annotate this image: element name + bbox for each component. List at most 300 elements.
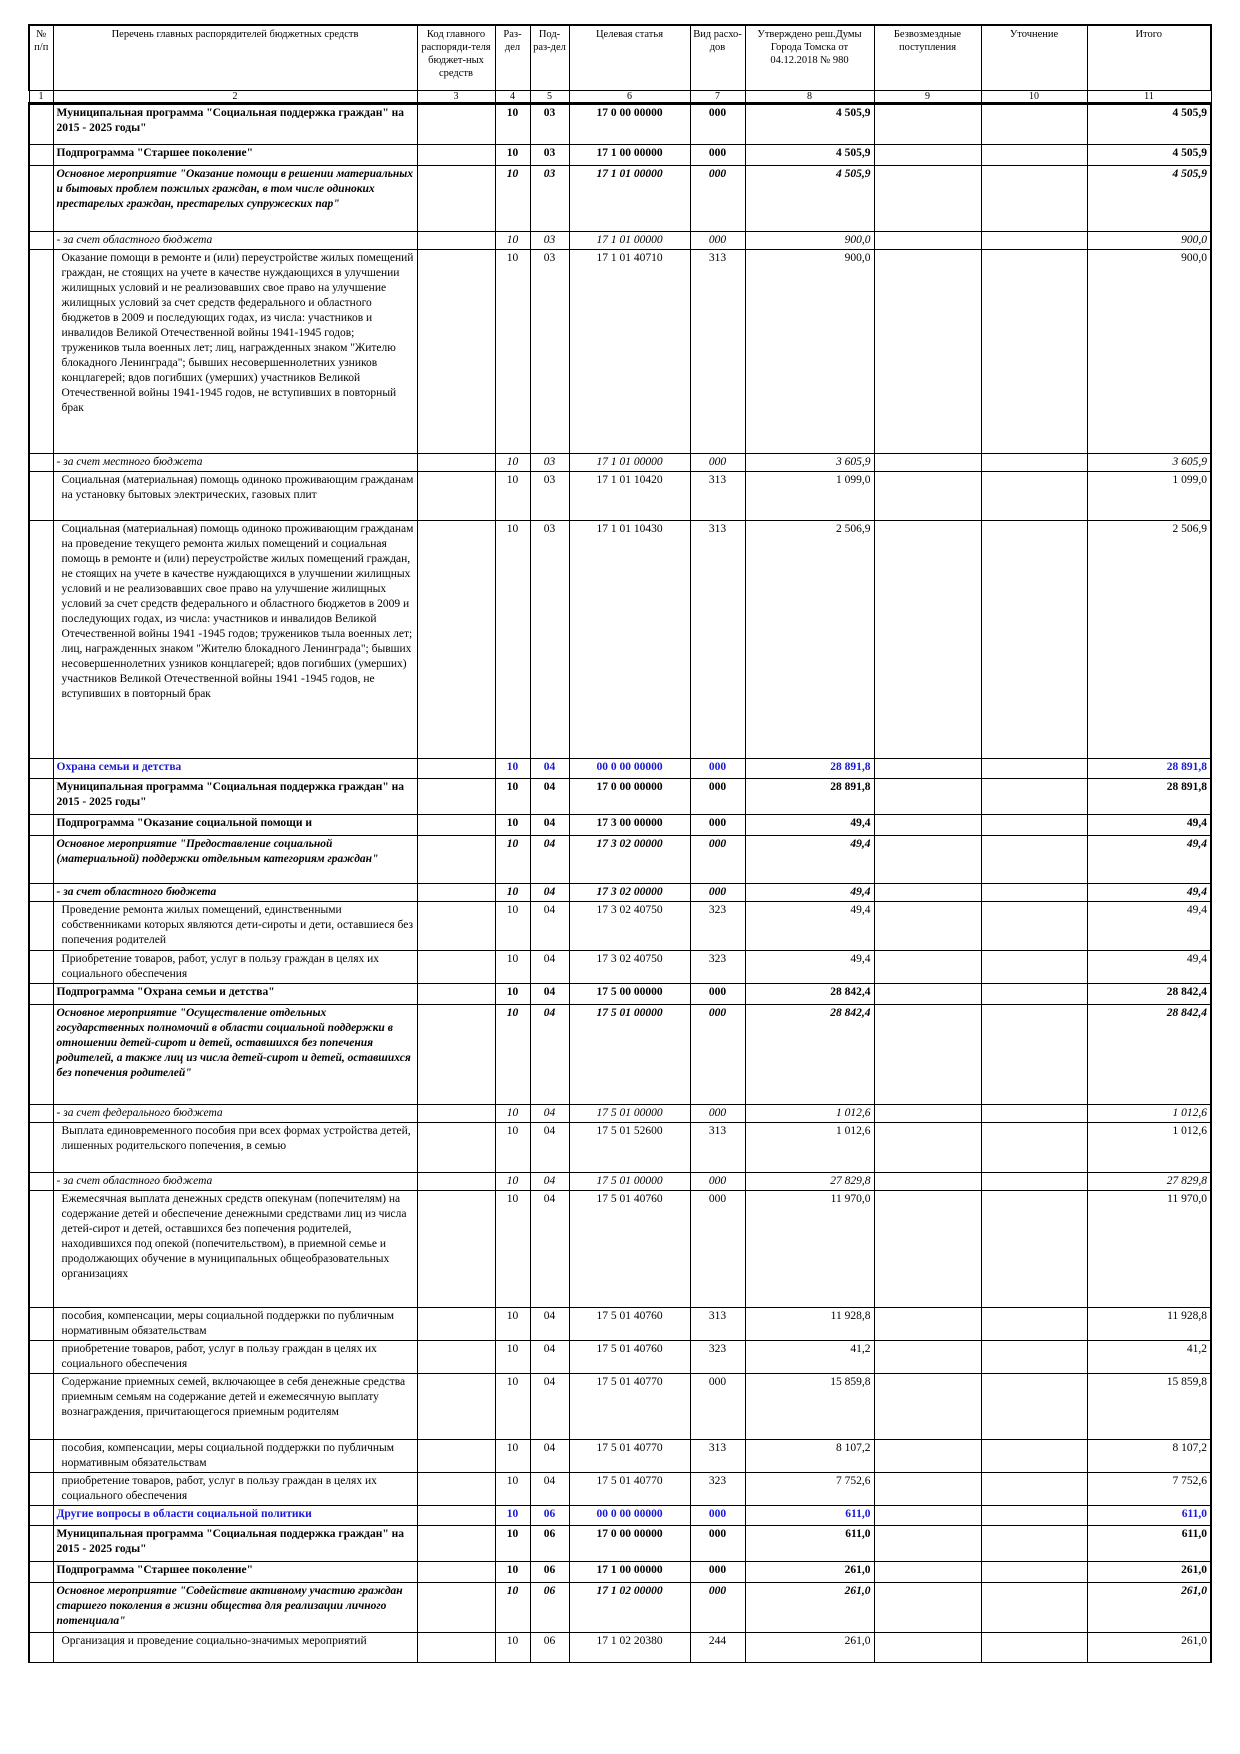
cell-expense-type: 000 [690,104,745,145]
cell-gratuitous [874,232,981,250]
col-number: 11 [1087,91,1211,104]
cell-clarification [981,1473,1087,1506]
header-col-total: Итого [1087,25,1211,91]
cell-podrazdel: 03 [530,472,569,521]
cell-expense-type: 000 [690,166,745,232]
cell-razdel: 10 [495,779,530,815]
cell-gratuitous [874,145,981,166]
cell-num [29,232,53,250]
cell-target-article: 17 5 01 40760 [569,1191,690,1308]
cell-code [417,1374,495,1440]
cell-clarification [981,779,1087,815]
cell-code [417,1308,495,1341]
col-number: 6 [569,91,690,104]
table-row [29,1173,1211,1191]
cell-target-article: 17 0 00 00000 [569,779,690,815]
cell-total: 49,4 [1087,951,1211,984]
cell-razdel: 10 [495,884,530,902]
col-number: 10 [981,91,1087,104]
cell-name: - за счет местного бюджета [53,454,417,472]
cell-expense-type: 000 [690,232,745,250]
cell-num [29,1308,53,1341]
cell-expense-type: 323 [690,951,745,984]
cell-code [417,1173,495,1191]
cell-target-article: 17 5 01 40760 [569,1341,690,1374]
cell-code [417,472,495,521]
cell-total: 15 859,8 [1087,1374,1211,1440]
cell-total: 611,0 [1087,1526,1211,1562]
cell-name: Основное мероприятие "Оказание помощи в решении материальных и бытовых проблем пожилых граждан, в том числе одиноких престарелых граждан, престарелых супружеских пар" [53,166,417,232]
cell-gratuitous [874,951,981,984]
cell-clarification [981,1123,1087,1173]
table-row [29,104,1211,145]
cell-podrazdel: 04 [530,815,569,836]
cell-num [29,1173,53,1191]
cell-code [417,902,495,951]
cell-razdel: 10 [495,145,530,166]
cell-target-article: 00 0 00 00000 [569,759,690,779]
cell-approved: 49,4 [745,951,874,984]
cell-code [417,759,495,779]
table-row [29,779,1211,815]
cell-expense-type: 000 [690,836,745,884]
table-row [29,1473,1211,1506]
cell-name: - за счет федерального бюджета [53,1105,417,1123]
cell-razdel: 10 [495,1526,530,1562]
cell-podrazdel: 04 [530,884,569,902]
cell-podrazdel: 04 [530,1173,569,1191]
table-row [29,759,1211,779]
cell-expense-type: 000 [690,1105,745,1123]
cell-num [29,1374,53,1440]
cell-expense-type: 313 [690,250,745,454]
cell-expense-type: 244 [690,1633,745,1663]
cell-razdel: 10 [495,759,530,779]
cell-expense-type: 323 [690,1473,745,1506]
cell-gratuitous [874,1374,981,1440]
cell-expense-type: 000 [690,1526,745,1562]
cell-expense-type: 000 [690,454,745,472]
cell-num [29,1583,53,1633]
cell-approved: 900,0 [745,250,874,454]
cell-total: 11 970,0 [1087,1191,1211,1308]
cell-code [417,1583,495,1633]
cell-gratuitous [874,902,981,951]
cell-name: Основное мероприятие "Содействие активному участию граждан старшего поколения в жизни общества для реализации личного потенциала" [53,1583,417,1633]
cell-name: Ежемесячная выплата денежных средств опекунам (попечителям) на содержание детей и обеспечение денежными средствами лиц из числа детей-сирот и детей, оставшихся без попечения родителей, находившихся под опекой (попечительством), в приемной семье и продолжающих обучение в муниципальных общеобразовательных организациях [53,1191,417,1308]
table-row [29,145,1211,166]
cell-total: 1 012,6 [1087,1123,1211,1173]
cell-expense-type: 000 [690,1191,745,1308]
cell-total: 3 605,9 [1087,454,1211,472]
cell-num [29,250,53,454]
column-number-row [29,91,1211,104]
cell-razdel: 10 [495,166,530,232]
cell-approved: 1 012,6 [745,1123,874,1173]
col-number: 5 [530,91,569,104]
cell-expense-type: 000 [690,779,745,815]
table-row [29,521,1211,759]
cell-approved: 49,4 [745,815,874,836]
cell-code [417,1526,495,1562]
cell-gratuitous [874,1583,981,1633]
cell-clarification [981,472,1087,521]
cell-code [417,166,495,232]
cell-target-article: 17 1 02 00000 [569,1583,690,1633]
cell-expense-type: 313 [690,1440,745,1473]
cell-target-article: 17 5 01 40760 [569,1308,690,1341]
cell-razdel: 10 [495,472,530,521]
cell-expense-type: 313 [690,1308,745,1341]
cell-total: 611,0 [1087,1506,1211,1526]
cell-num [29,1506,53,1526]
cell-razdel: 10 [495,454,530,472]
cell-clarification [981,1173,1087,1191]
cell-approved: 49,4 [745,884,874,902]
cell-code [417,1440,495,1473]
cell-gratuitous [874,1173,981,1191]
cell-podrazdel: 04 [530,1374,569,1440]
table-row [29,250,1211,454]
cell-target-article: 00 0 00 00000 [569,1506,690,1526]
cell-approved: 2 506,9 [745,521,874,759]
cell-clarification [981,1005,1087,1105]
cell-gratuitous [874,472,981,521]
cell-approved: 611,0 [745,1526,874,1562]
cell-code [417,1005,495,1105]
cell-num [29,1341,53,1374]
cell-num [29,1562,53,1583]
cell-target-article: 17 0 00 00000 [569,104,690,145]
cell-name: - за счет областного бюджета [53,1173,417,1191]
cell-podrazdel: 03 [530,454,569,472]
cell-total: 261,0 [1087,1562,1211,1583]
cell-total: 1 099,0 [1087,472,1211,521]
cell-approved: 28 842,4 [745,1005,874,1105]
cell-name: Основное мероприятие "Предоставление социальной (материальной) поддержки отдельным категориям граждан" [53,836,417,884]
cell-name: Подпрограмма "Оказание социальной помощи и [53,815,417,836]
cell-gratuitous [874,1633,981,1663]
cell-podrazdel: 04 [530,1105,569,1123]
cell-clarification [981,1440,1087,1473]
cell-podrazdel: 04 [530,1308,569,1341]
header-col-clarification: Уточнение [981,25,1087,91]
cell-podrazdel: 03 [530,104,569,145]
cell-podrazdel: 04 [530,1440,569,1473]
col-number: 9 [874,91,981,104]
cell-total: 4 505,9 [1087,166,1211,232]
cell-code [417,1123,495,1173]
cell-target-article: 17 1 01 00000 [569,454,690,472]
table-row [29,815,1211,836]
cell-clarification [981,1341,1087,1374]
cell-name: Организация и проведение социально-значимых мероприятий [53,1633,417,1663]
cell-gratuitous [874,1440,981,1473]
cell-name: Оказание помощи в ремонте и (или) переустройстве жилых помещений граждан, не стоящих на учете в качестве нуждающихся в улучшении жилищных условий и не реализовавших свое право на улучшение жилищных условий за счет средств федерального и областного бюджетов в 2009 и последующих годах, из числа: участников и инвалидов Великой Отечественной войны 1941-1945 годов; тружеников тыла военных лет; лиц, награжденных знаком "Жителю блокадного Ленинграда"; бывших несовершеннолетних узников концлагерей; вдов погибших (умерших) участников Великой Отечественной войны 1941-1945 годов, не вступивших в повторный брак [53,250,417,454]
table-row [29,472,1211,521]
table-row [29,1440,1211,1473]
cell-total: 4 505,9 [1087,145,1211,166]
cell-target-article: 17 1 01 10420 [569,472,690,521]
cell-expense-type: 323 [690,1341,745,1374]
col-number: 1 [29,91,53,104]
cell-approved: 4 505,9 [745,104,874,145]
cell-name: Проведение ремонта жилых помещений, единственными собственниками которых являются дети-сироты и дети, оставшиеся без попечения родителей [53,902,417,951]
cell-target-article: 17 1 00 00000 [569,145,690,166]
cell-expense-type: 000 [690,1005,745,1105]
table-row [29,232,1211,250]
cell-gratuitous [874,521,981,759]
col-number: 7 [690,91,745,104]
cell-podrazdel: 04 [530,759,569,779]
cell-gratuitous [874,1005,981,1105]
header-col-approved: Утверждено реш.Думы Города Томска от 04.12.2018 № 980 [745,25,874,91]
cell-code [417,951,495,984]
cell-total: 49,4 [1087,902,1211,951]
cell-code [417,836,495,884]
cell-expense-type: 000 [690,1506,745,1526]
cell-name: приобретение товаров, работ, услуг в пользу граждан в целях их социального обеспечения [53,1341,417,1374]
cell-gratuitous [874,984,981,1005]
cell-clarification [981,1506,1087,1526]
header-col-target-article: Целевая статья [569,25,690,91]
cell-target-article: 17 1 00 00000 [569,1562,690,1583]
cell-approved: 28 842,4 [745,984,874,1005]
cell-razdel: 10 [495,1633,530,1663]
cell-gratuitous [874,1105,981,1123]
cell-razdel: 10 [495,104,530,145]
table-row [29,1506,1211,1526]
cell-num [29,1123,53,1173]
cell-code [417,1105,495,1123]
cell-name: Выплата единовременного пособия при всех формах устройства детей, лишенных родительского попечения, в семью [53,1123,417,1173]
cell-code [417,145,495,166]
cell-num [29,1526,53,1562]
budget-table [28,24,1212,1663]
cell-target-article: 17 5 01 40770 [569,1473,690,1506]
cell-num [29,1191,53,1308]
cell-clarification [981,902,1087,951]
cell-name: Содержание приемных семей, включающее в себя денежные средства приемным семьям на содержание детей и ежемесячную выплату вознаграждения, причитающегося приемным родителям [53,1374,417,1440]
cell-approved: 4 505,9 [745,145,874,166]
cell-podrazdel: 04 [530,1123,569,1173]
header-col-num: № п/п [29,25,53,91]
cell-podrazdel: 04 [530,836,569,884]
cell-razdel: 10 [495,1506,530,1526]
cell-gratuitous [874,166,981,232]
cell-total: 28 891,8 [1087,779,1211,815]
cell-gratuitous [874,250,981,454]
cell-total: 11 928,8 [1087,1308,1211,1341]
cell-target-article: 17 3 02 40750 [569,902,690,951]
cell-gratuitous [874,779,981,815]
cell-gratuitous [874,1191,981,1308]
cell-target-article: 17 3 02 40750 [569,951,690,984]
cell-code [417,454,495,472]
cell-approved: 28 891,8 [745,779,874,815]
cell-total: 41,2 [1087,1341,1211,1374]
cell-approved: 27 829,8 [745,1173,874,1191]
cell-razdel: 10 [495,815,530,836]
cell-code [417,1506,495,1526]
cell-gratuitous [874,884,981,902]
table-row [29,984,1211,1005]
cell-expense-type: 313 [690,1123,745,1173]
cell-code [417,984,495,1005]
cell-name: Подпрограмма "Охрана семьи и детства" [53,984,417,1005]
cell-total: 1 012,6 [1087,1105,1211,1123]
cell-target-article: 17 5 01 00000 [569,1005,690,1105]
cell-num [29,1105,53,1123]
table-row [29,1308,1211,1341]
cell-target-article: 17 1 02 20380 [569,1633,690,1663]
col-number: 8 [745,91,874,104]
cell-razdel: 10 [495,250,530,454]
cell-clarification [981,145,1087,166]
cell-expense-type: 000 [690,815,745,836]
cell-razdel: 10 [495,1005,530,1105]
cell-clarification [981,759,1087,779]
cell-num [29,759,53,779]
cell-num [29,1005,53,1105]
cell-approved: 11 928,8 [745,1308,874,1341]
cell-total: 2 506,9 [1087,521,1211,759]
cell-gratuitous [874,1123,981,1173]
cell-razdel: 10 [495,951,530,984]
cell-total: 49,4 [1087,836,1211,884]
cell-approved: 28 891,8 [745,759,874,779]
cell-podrazdel: 06 [530,1526,569,1562]
cell-clarification [981,836,1087,884]
cell-approved: 8 107,2 [745,1440,874,1473]
cell-name: Приобретение товаров, работ, услуг в пользу граждан в целях их социального обеспечения [53,951,417,984]
table-body [29,104,1211,1663]
cell-num [29,836,53,884]
cell-razdel: 10 [495,1173,530,1191]
cell-name: Основное мероприятие "Осуществление отдельных государственных полномочий в области социальной поддержки в отношении детей-сирот и детей, оставшихся без попечения родителей, а также лиц из числа детей-сирот и детей, оставшихся без попечения родителей" [53,1005,417,1105]
cell-total: 27 829,8 [1087,1173,1211,1191]
cell-clarification [981,232,1087,250]
cell-total: 900,0 [1087,232,1211,250]
cell-gratuitous [874,1562,981,1583]
cell-gratuitous [874,836,981,884]
cell-approved: 261,0 [745,1562,874,1583]
cell-num [29,166,53,232]
cell-razdel: 10 [495,1473,530,1506]
cell-podrazdel: 04 [530,1473,569,1506]
cell-total: 28 842,4 [1087,984,1211,1005]
cell-gratuitous [874,1473,981,1506]
cell-target-article: 17 0 00 00000 [569,1526,690,1562]
cell-gratuitous [874,1341,981,1374]
cell-code [417,815,495,836]
cell-approved: 261,0 [745,1633,874,1663]
cell-razdel: 10 [495,1374,530,1440]
header-col-expense-type: Вид расхо-дов [690,25,745,91]
table-row [29,1123,1211,1173]
cell-podrazdel: 03 [530,521,569,759]
col-number: 3 [417,91,495,104]
cell-total: 261,0 [1087,1633,1211,1663]
cell-num [29,145,53,166]
cell-expense-type: 000 [690,984,745,1005]
cell-code [417,884,495,902]
cell-clarification [981,1374,1087,1440]
cell-name: Другие вопросы в области социальной политики [53,1506,417,1526]
table-header [29,25,1211,104]
cell-podrazdel: 03 [530,145,569,166]
cell-name: пособия, компенсации, меры социальной поддержки по публичным нормативным обязательствам [53,1440,417,1473]
cell-total: 49,4 [1087,884,1211,902]
cell-podrazdel: 06 [530,1633,569,1663]
cell-num [29,1473,53,1506]
cell-podrazdel: 04 [530,1005,569,1105]
cell-expense-type: 000 [690,1173,745,1191]
cell-gratuitous [874,759,981,779]
cell-clarification [981,166,1087,232]
table-row [29,1005,1211,1105]
cell-target-article: 17 5 01 00000 [569,1105,690,1123]
cell-name: Охрана семьи и детства [53,759,417,779]
cell-target-article: 17 1 01 00000 [569,166,690,232]
cell-name: пособия, компенсации, меры социальной поддержки по публичным нормативным обязательствам [53,1308,417,1341]
cell-razdel: 10 [495,521,530,759]
cell-gratuitous [874,815,981,836]
cell-num [29,884,53,902]
cell-approved: 11 970,0 [745,1191,874,1308]
cell-podrazdel: 06 [530,1562,569,1583]
cell-razdel: 10 [495,1583,530,1633]
cell-num [29,815,53,836]
cell-num [29,521,53,759]
cell-approved: 41,2 [745,1341,874,1374]
cell-gratuitous [874,1506,981,1526]
cell-expense-type: 000 [690,884,745,902]
cell-expense-type: 000 [690,1562,745,1583]
cell-expense-type: 000 [690,1583,745,1633]
cell-expense-type: 313 [690,521,745,759]
table-row [29,454,1211,472]
cell-name: Социальная (материальная) помощь одиноко проживающим гражданам на установку бытовых электрических, газовых плит [53,472,417,521]
cell-code [417,1191,495,1308]
header-col-razdel: Раз-дел [495,25,530,91]
cell-approved: 3 605,9 [745,454,874,472]
cell-total: 261,0 [1087,1583,1211,1633]
cell-podrazdel: 04 [530,951,569,984]
cell-code [417,232,495,250]
cell-gratuitous [874,1526,981,1562]
cell-clarification [981,1633,1087,1663]
cell-total: 7 752,6 [1087,1473,1211,1506]
cell-clarification [981,1191,1087,1308]
cell-razdel: 10 [495,1341,530,1374]
table-row [29,1374,1211,1440]
cell-clarification [981,1583,1087,1633]
table-row [29,1562,1211,1583]
table-row [29,1191,1211,1308]
cell-name: - за счет областного бюджета [53,884,417,902]
cell-approved: 900,0 [745,232,874,250]
cell-name: Муниципальная программа "Социальная поддержка граждан" на 2015 - 2025 годы" [53,779,417,815]
cell-clarification [981,1562,1087,1583]
cell-target-article: 17 1 01 10430 [569,521,690,759]
cell-clarification [981,951,1087,984]
cell-razdel: 10 [495,984,530,1005]
table-row [29,1633,1211,1663]
cell-total: 8 107,2 [1087,1440,1211,1473]
cell-approved: 7 752,6 [745,1473,874,1506]
cell-approved: 261,0 [745,1583,874,1633]
